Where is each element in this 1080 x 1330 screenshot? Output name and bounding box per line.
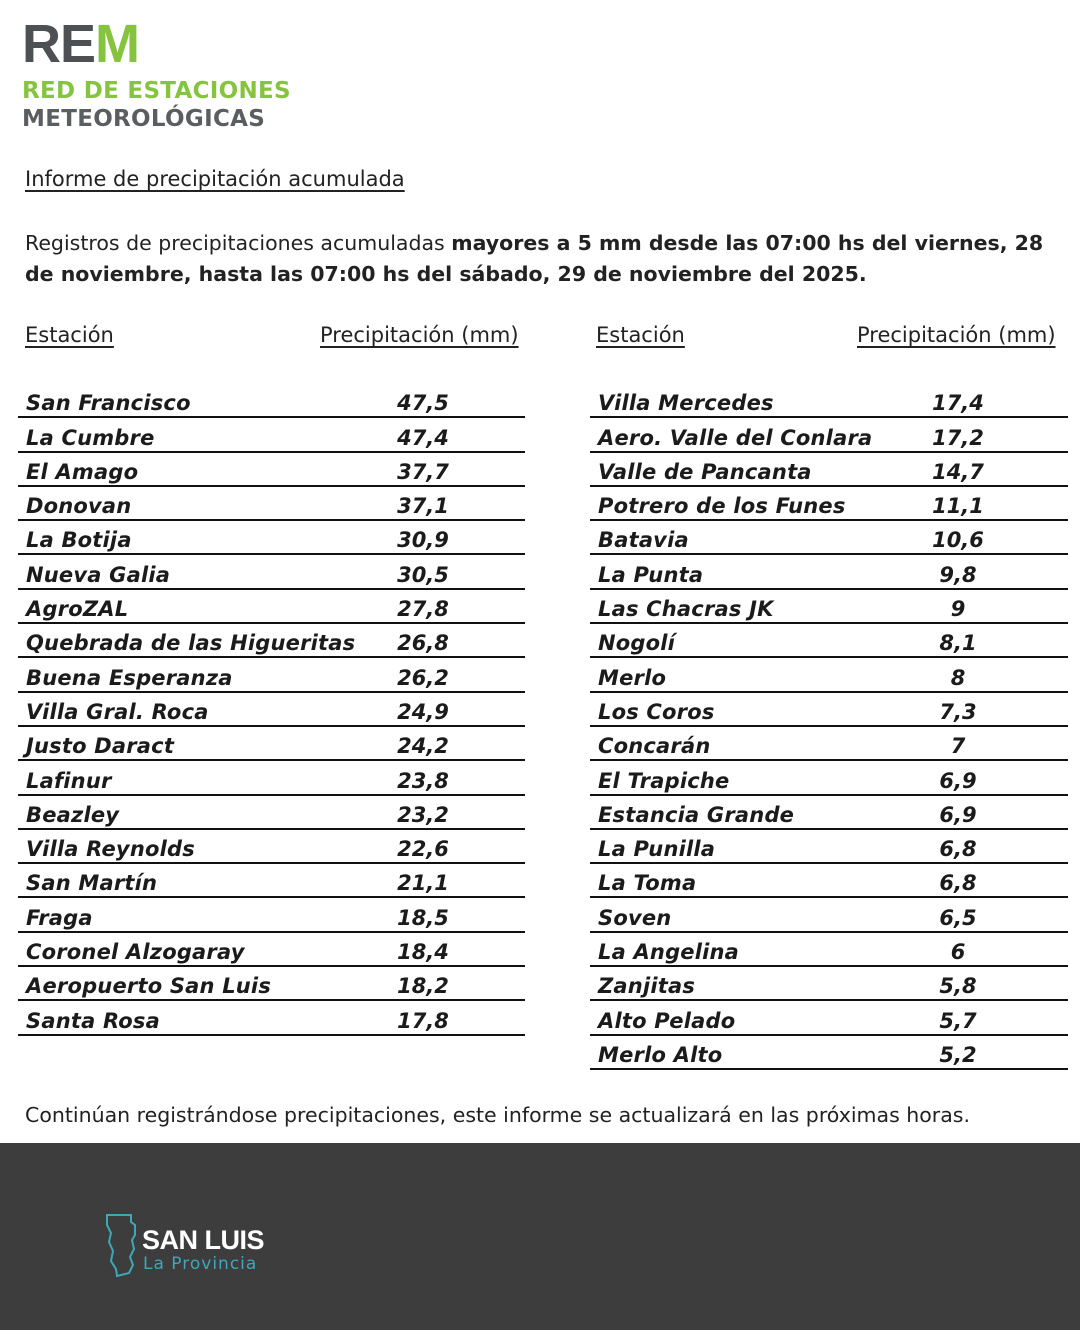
- station-name: Nogolí: [598, 631, 676, 656]
- precipitation-value: 8,1: [939, 631, 977, 656]
- station-name: Aero. Valle del Conlara: [598, 425, 873, 450]
- right-precip-header: Precipitación (mm): [857, 323, 1056, 347]
- station-name: AgroZAL: [26, 597, 129, 622]
- table-row: [18, 693, 525, 727]
- station-name: Aeropuerto San Luis: [26, 974, 272, 999]
- precipitation-value: 18,4: [397, 940, 449, 965]
- station-name: El Amago: [26, 459, 139, 484]
- station-name: La Botija: [26, 528, 132, 553]
- precipitation-value: 8: [950, 665, 966, 690]
- station-name: Los Coros: [598, 699, 715, 724]
- station-name: San Francisco: [26, 391, 191, 416]
- table-row: [590, 830, 1068, 864]
- station-name: Buena Esperanza: [26, 665, 233, 690]
- table-row: [18, 830, 525, 864]
- precipitation-value: 47,4: [397, 425, 449, 450]
- precipitation-value: 47,5: [397, 391, 449, 416]
- precipitation-value: 24,9: [397, 699, 449, 724]
- station-name: Villa Reynolds: [26, 837, 195, 862]
- table-row: [18, 864, 525, 898]
- footer-bar: [0, 1143, 1080, 1330]
- precipitation-value: 10,6: [932, 528, 984, 553]
- table-row: [18, 796, 525, 830]
- station-name: Justo Daract: [26, 734, 175, 759]
- station-name: La Cumbre: [26, 425, 155, 450]
- table-row: [590, 521, 1068, 555]
- station-name: La Angelina: [598, 940, 740, 965]
- precipitation-value: 27,8: [397, 597, 449, 622]
- table-row: [590, 624, 1068, 658]
- station-name: Estancia Grande: [598, 802, 795, 827]
- precipitation-value: 6,9: [939, 802, 977, 827]
- report-title: Informe de precipitación acumulada: [25, 167, 405, 191]
- table-row: [590, 898, 1068, 932]
- station-name: Nueva Galia: [26, 562, 171, 587]
- table-row: [18, 761, 525, 795]
- precipitation-value: 14,7: [932, 459, 984, 484]
- table-row: [18, 555, 525, 589]
- rem-logo-line2: METEOROLÓGICAS: [22, 106, 266, 132]
- table-row: [18, 418, 525, 452]
- station-name: Valle de Pancanta: [598, 459, 812, 484]
- left-precipitation-table: [18, 384, 525, 1036]
- precipitation-value: 7,3: [939, 699, 977, 724]
- precipitation-value: 5,2: [939, 1042, 977, 1067]
- station-name: Batavia: [598, 528, 689, 553]
- precipitation-value: 9: [950, 597, 966, 622]
- rem-logo: [22, 16, 291, 133]
- table-row: [590, 1036, 1068, 1070]
- station-name: Merlo Alto: [598, 1042, 723, 1067]
- station-name: La Punilla: [598, 837, 716, 862]
- precipitation-value: 17,2: [932, 425, 984, 450]
- table-row: [590, 796, 1068, 830]
- table-row: [18, 521, 525, 555]
- precipitation-value: 23,8: [397, 768, 449, 793]
- san-luis-province-icon: [104, 1213, 140, 1279]
- precipitation-value: 6,8: [939, 837, 977, 862]
- station-name: El Trapiche: [598, 768, 730, 793]
- right-station-header: Estación: [596, 323, 685, 347]
- precipitation-value: 9,8: [939, 562, 977, 587]
- precipitation-value: 6: [950, 940, 966, 965]
- table-row: [18, 487, 525, 521]
- table-row: [18, 967, 525, 1001]
- table-row: [590, 761, 1068, 795]
- report-intro: [25, 228, 1070, 290]
- precipitation-value: 17,4: [932, 391, 984, 416]
- station-name: Fraga: [26, 905, 93, 930]
- table-row: [18, 1001, 525, 1035]
- table-row: [590, 933, 1068, 967]
- table-row: [590, 1001, 1068, 1035]
- precipitation-value: 5,7: [939, 1008, 977, 1033]
- rem-logo-mark: REM: [22, 14, 139, 74]
- table-row: [18, 727, 525, 761]
- right-precipitation-table: [590, 384, 1068, 1070]
- intro-bold-text: mayores a 5 mm desde las 07:00 hs del viernes, 28 de noviembre, hasta las 07:00 hs del sábado, 29 de noviembre del 2025.: [25, 231, 1044, 286]
- update-footnote: Continúan registrándose precipitaciones, este informe se actualizará en las próximas horas.: [25, 1103, 970, 1127]
- intro-text: Registros de precipitaciones acumuladas: [25, 231, 452, 255]
- table-row: [590, 384, 1068, 418]
- table-row: [590, 658, 1068, 692]
- table-row: [18, 384, 525, 418]
- table-row: [590, 693, 1068, 727]
- table-row: [590, 864, 1068, 898]
- table-row: [590, 967, 1068, 1001]
- san-luis-subtitle: La Provincia: [143, 1254, 258, 1274]
- station-name: Zanjitas: [598, 974, 696, 999]
- station-name: San Martín: [26, 871, 158, 896]
- precipitation-value: 18,2: [397, 974, 449, 999]
- station-name: Las Chacras JK: [598, 597, 774, 622]
- table-row: [590, 453, 1068, 487]
- station-name: Concarán: [598, 734, 711, 759]
- rem-logo-line1: RED DE ESTACIONES: [22, 78, 291, 104]
- station-name: Beazley: [26, 802, 120, 827]
- table-row: [18, 590, 525, 624]
- station-name: Soven: [598, 905, 672, 930]
- san-luis-name: SAN LUIS: [142, 1225, 265, 1255]
- table-row: [590, 487, 1068, 521]
- table-row: [590, 418, 1068, 452]
- precipitation-value: 11,1: [932, 494, 984, 519]
- left-precip-header: Precipitación (mm): [320, 323, 519, 347]
- table-row: [18, 453, 525, 487]
- precipitation-value: 26,8: [397, 631, 449, 656]
- precipitation-value: 23,2: [397, 802, 449, 827]
- precipitation-value: 30,9: [397, 528, 449, 553]
- precipitation-value: 18,5: [397, 905, 449, 930]
- station-name: Donovan: [26, 494, 132, 519]
- table-row: [590, 590, 1068, 624]
- precipitation-value: 24,2: [397, 734, 449, 759]
- table-row: [18, 624, 525, 658]
- station-name: Lafinur: [26, 768, 112, 793]
- station-name: Merlo: [598, 665, 667, 690]
- table-row: [590, 727, 1068, 761]
- station-name: Santa Rosa: [26, 1008, 160, 1033]
- precipitation-value: 6,8: [939, 871, 977, 896]
- precipitation-value: 7: [950, 734, 966, 759]
- table-row: [590, 555, 1068, 589]
- station-name: Alto Pelado: [598, 1008, 736, 1033]
- precipitation-value: 37,1: [397, 494, 449, 519]
- left-station-header: Estación: [25, 323, 114, 347]
- precipitation-value: 37,7: [397, 459, 449, 484]
- precipitation-value: 6,5: [939, 905, 977, 930]
- table-row: [18, 933, 525, 967]
- precipitation-value: 26,2: [397, 665, 449, 690]
- station-name: La Punta: [598, 562, 704, 587]
- precipitation-value: 22,6: [397, 837, 449, 862]
- precipitation-value: 17,8: [397, 1008, 449, 1033]
- station-name: Villa Gral. Roca: [26, 699, 209, 724]
- station-name: La Toma: [598, 871, 697, 896]
- station-name: Coronel Alzogaray: [26, 940, 245, 965]
- table-row: [18, 898, 525, 932]
- precipitation-value: 21,1: [397, 871, 449, 896]
- station-name: Villa Mercedes: [598, 391, 774, 416]
- precipitation-value: 30,5: [397, 562, 449, 587]
- station-name: Quebrada de las Higueritas: [26, 631, 356, 656]
- table-row: [18, 658, 525, 692]
- precipitation-value: 5,8: [939, 974, 977, 999]
- station-name: Potrero de los Funes: [598, 494, 846, 519]
- precipitation-value: 6,9: [939, 768, 977, 793]
